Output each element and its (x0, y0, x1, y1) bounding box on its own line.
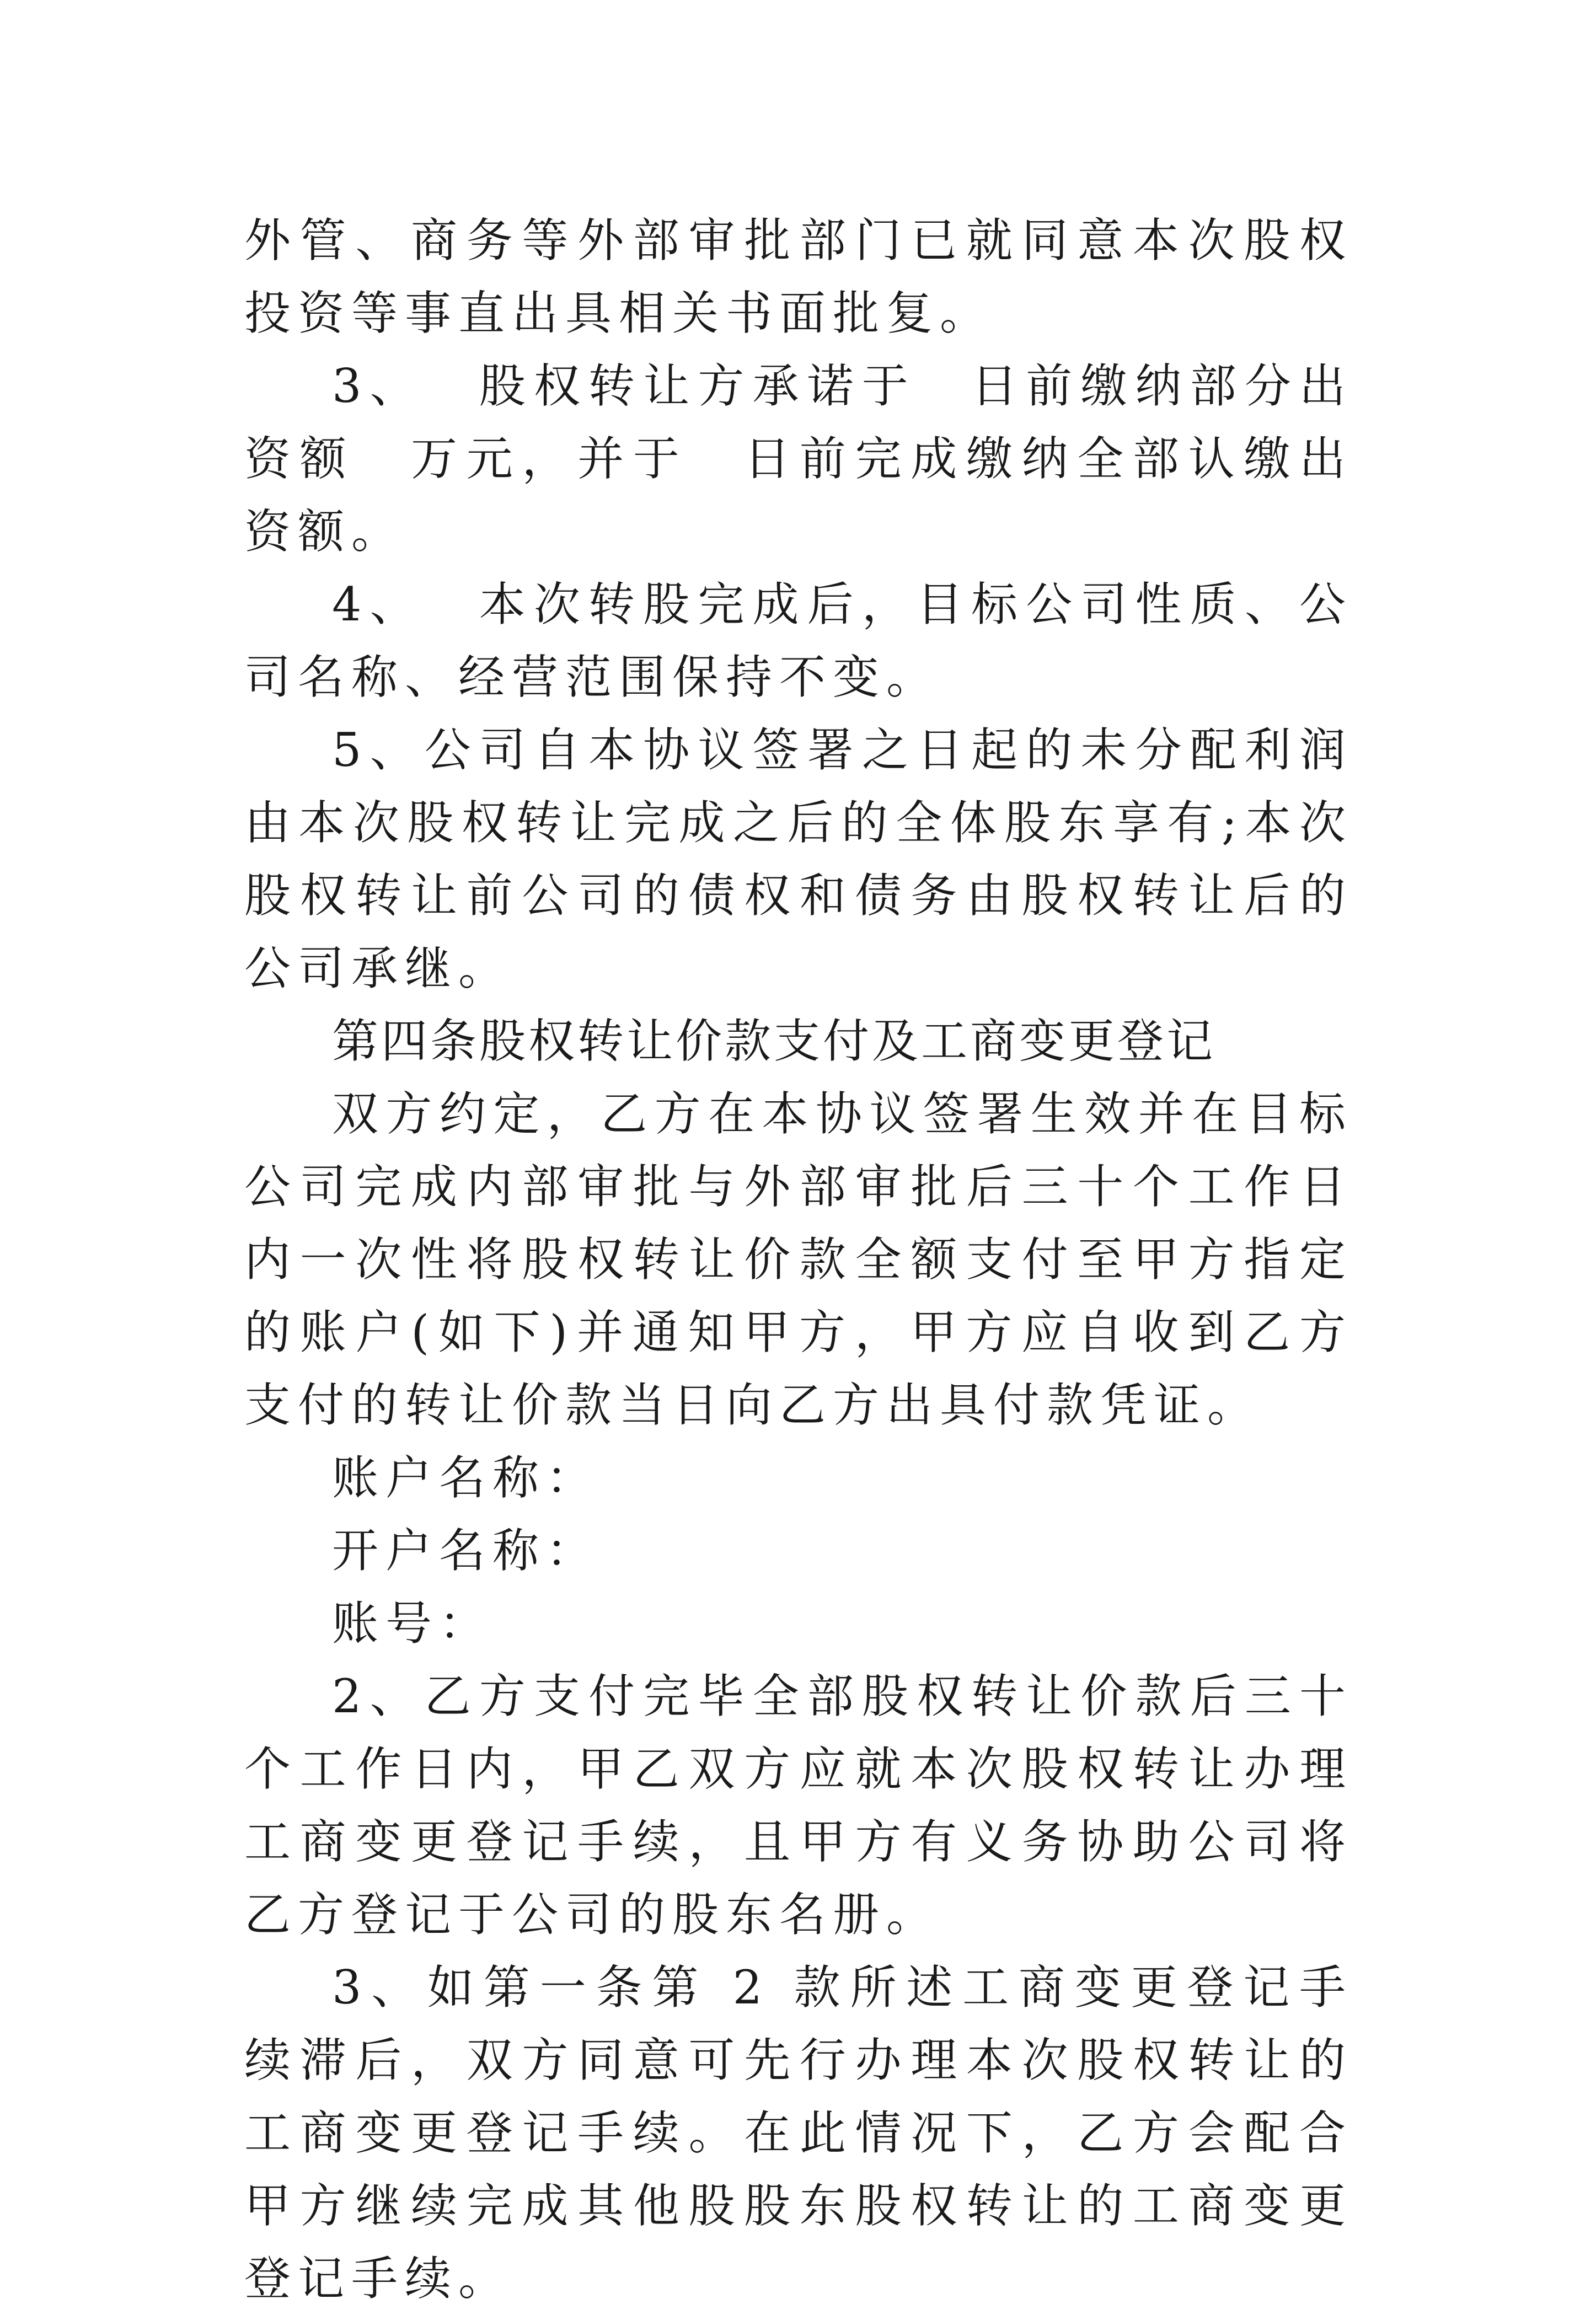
document-body (244, 204, 1353, 2315)
paragraph-article-4-registration: 2、乙方支付完毕全部股权转让价款后三十个工作日内，甲乙双方应就本次股权转让办理工商变更登记手续，且甲方有义务协助公司将乙方登记于公司的股东名册。 (244, 1669, 1353, 1942)
article-4-heading: 第四条股权转让价款支付及工商变更登记 (332, 1014, 1216, 1068)
paragraph-approval-continuation: 外管、商务等外部审批部门已就同意本次股权投资等事直出具相关书面批复。 (244, 213, 1353, 340)
account-name-label: 账户名称： (332, 1451, 600, 1505)
account-number-label: 账号： (332, 1596, 493, 1650)
bank-name-label: 开户名称： (332, 1524, 600, 1578)
paragraph-clause-4-company-unchanged: 4、 本次转股完成后，目标公司性质、公司名称、经营范围保持不变。 (244, 577, 1353, 704)
paragraph-clause-3-capital-contribution: 3、 股权转让方承诺于 日前缴纳部分出资额 万元，并于 日前完成缴纳全部认缴出资额。 (244, 359, 1353, 559)
paragraph-article-4-payment: 双方约定，乙方在本协议签署生效并在目标公司完成内部审批与外部审批后三十个工作日内一次性将股权转让价款全额支付至甲方指定的账户(如下)并通知甲方，甲方应自收到乙方支付的转让价款当日向乙方出具付款凭证。 (244, 1087, 1353, 1432)
paragraph-article-4-delayed-registration: 3、如第一条第 2 款所述工商变更登记手续滞后，双方同意可先行办理本次股权转让的工商变更登记手续。在此情况下，乙方会配合甲方继续完成其他股股东股权转让的工商变更登记手续。 (244, 1960, 1353, 2306)
paragraph-clause-5-profit-and-debt: 5、公司自本协议签署之日起的未分配利润由本次股权转让完成之后的全体股东享有;本次股权转让前公司的债权和债务由股权转让后的公司承继。 (244, 723, 1353, 995)
